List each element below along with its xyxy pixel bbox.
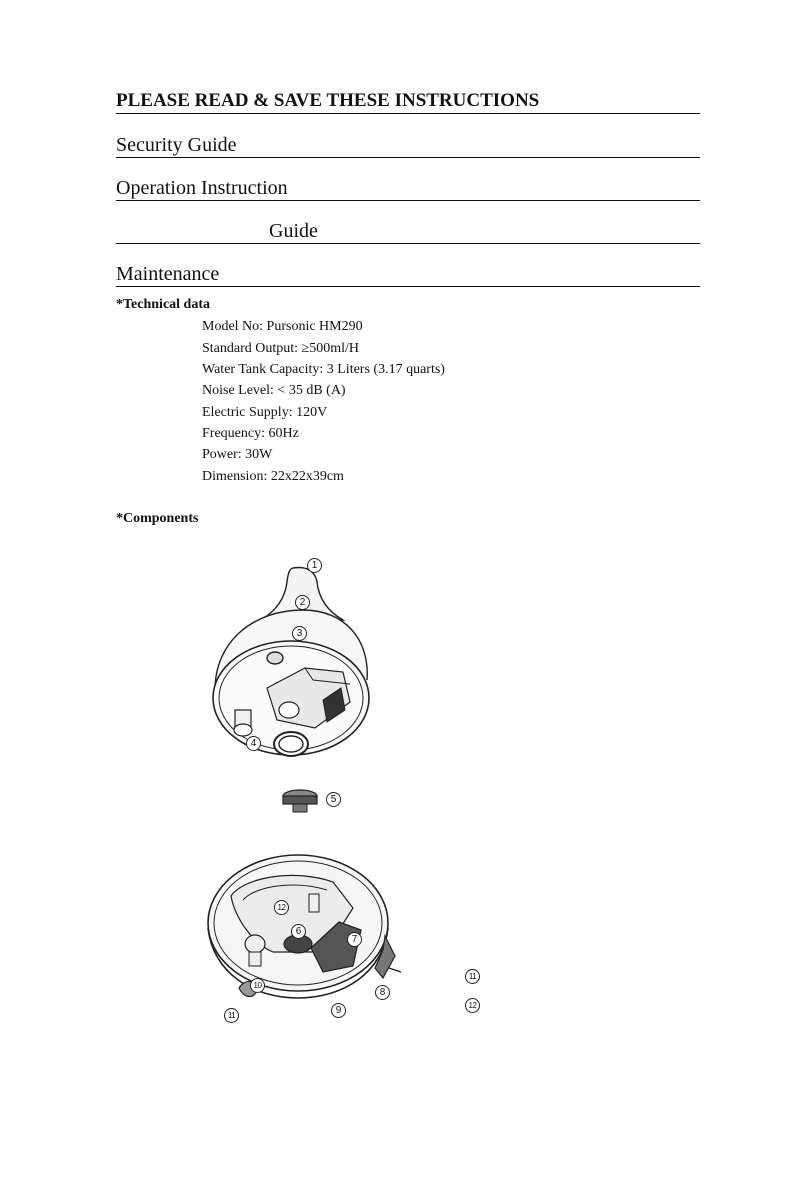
spec-supply: Electric Supply: 120V	[202, 405, 328, 420]
section-maintenance: Maintenance	[116, 262, 700, 287]
page-title: PLEASE READ & SAVE THESE INSTRUCTIONS	[116, 89, 700, 114]
valve-cap-illustration	[280, 787, 320, 815]
spec-power: Power: 30W	[202, 447, 273, 462]
technical-data-heading: *Technical data	[116, 297, 210, 312]
section-security-guide: Security Guide	[116, 133, 700, 158]
callout-3: 3	[292, 626, 307, 641]
callout-10: 10	[250, 978, 265, 993]
callout-4: 4	[246, 736, 261, 751]
section-operation-instruction: Operation Instruction	[116, 176, 700, 201]
legend-item-11: 11	[465, 969, 480, 984]
callout-2: 2	[295, 595, 310, 610]
spec-dimension: Dimension: 22x22x39cm	[202, 469, 344, 484]
callout-12: 12	[274, 900, 289, 915]
spec-output: Standard Output: ≥500ml/H	[202, 341, 360, 356]
spec-frequency: Frequency: 60Hz	[202, 426, 299, 441]
spec-capacity: Water Tank Capacity: 3 Liters (3.17 quarts)	[202, 362, 445, 377]
tank-cover-illustration	[205, 560, 375, 770]
callout-1: 1	[307, 558, 322, 573]
callout-6: 6	[291, 924, 306, 939]
spec-noise: Noise Level: < 35 dB (A)	[202, 383, 346, 398]
section-guide: Guide	[116, 219, 700, 244]
callout-11: 11	[224, 1008, 239, 1023]
callout-9: 9	[331, 1003, 346, 1018]
components-heading: *Components	[116, 511, 199, 526]
spec-model: Model No: Pursonic HM290	[202, 319, 363, 334]
callout-8: 8	[375, 985, 390, 1000]
legend-item-12: 12	[465, 998, 480, 1013]
callout-5: 5	[326, 792, 341, 807]
callout-7: 7	[347, 932, 362, 947]
